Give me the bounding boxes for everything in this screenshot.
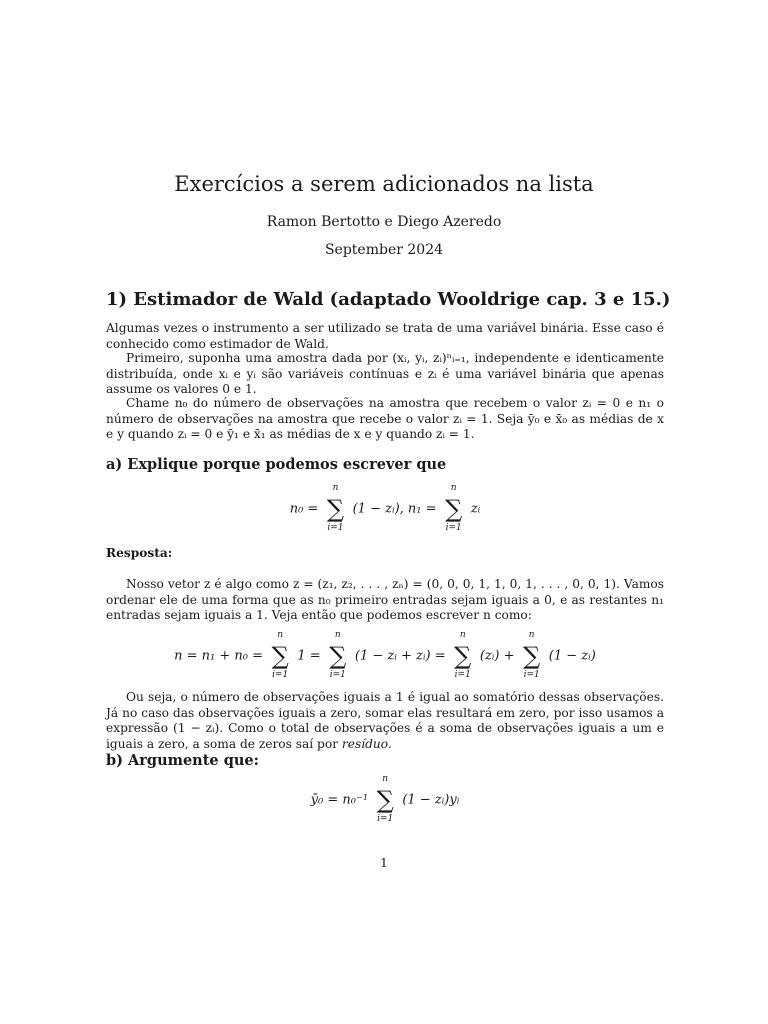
part-b-heading: b) Argumente que: [106,752,259,769]
answer-label: Resposta: [106,546,173,560]
answer-paragraph-1: Nosso vetor z é algo como z = (z₁, z₂, . . . , zₙ) = (0, 0, 0, 1, 1, 0, 1, . . . , 0, 0, 1). Vamos ordenar ele de uma forma que as n₀ primeiro entradas sejam iguais a 0, e as restantes n₁ entradas sejam iguais a 1. Veja então que podemos escrever n como: [106,577,664,622]
summation-sign: n ∑ i=1 [326,483,345,533]
eq-term-1: zᵢ [470,501,481,517]
eq2-term-3: (zᵢ) + [479,648,515,664]
document-title: Exercícios a serem adicionados na lista [174,172,594,196]
eq-term-0: (1 − zᵢ), n₁ = [352,501,437,517]
summation-sign: n ∑ i=1 [523,630,541,680]
document-author: Ramon Bertotto e Diego Azeredo [266,214,502,230]
answer-paragraph-2: Ou seja, o número de observações iguais a 1 é igual ao somatório dessas observações. Já no caso das observações iguais a zero, somar elas resultará em zero, por isso usamos a expressão (1 − zᵢ). Como o total de observações é a soma de observações iguais a um e iguais a zero, a soma de zeros saí por resíduo. [106,690,664,751]
eq2-term-1: 1 = [297,648,321,664]
summation-sign: n ∑ i=1 [376,774,394,824]
eq-lhs-n0: n₀ = [289,501,319,517]
summation-sign: n ∑ i=1 [271,630,289,680]
equation-n-sum [106,630,664,680]
equation-n0-n1 [106,483,664,533]
summation-sign: n ∑ i=1 [445,483,463,533]
page-number: 1 [380,855,388,870]
intro-paragraph-3: Chame n₀ do número de observações na amostra que recebem o valor zᵢ = 0 e n₁ o número de observações na amostra que recebe o valor zᵢ = 1. Seja ȳ₀ e x̄₀ as médias de x e y quando zᵢ = 0 e ȳ₁ e x̄₁ as médias de x e y quando zᵢ = 1. [106,396,664,441]
eq2-term-2: (1 − zᵢ + zᵢ) = [354,648,446,664]
summation-sign: n ∑ i=1 [329,630,347,680]
emphasis-residuo: resíduo. [341,736,392,751]
part-a-heading: a) Explique porque podemos escrever que [106,456,447,473]
summation-sign: n ∑ i=1 [454,630,472,680]
eq2-term-4: (1 − zᵢ) [548,648,596,664]
intro-paragraph-2: Primeiro, suponha uma amostra dada por (xᵢ, yᵢ, zᵢ)ⁿᵢ₌₁, independente e identicamente distribuída, onde xᵢ e yᵢ são variáveis contínuas e zᵢ é uma variável binária que apenas assume os valores 0 e 1. [106,351,664,396]
eq2-lhs: n = n₁ + n₀ = [174,648,264,664]
section-heading: 1) Estimador de Wald (adaptado Wooldrige cap. 3 e 15.) [106,289,671,310]
eq3-lhs: ȳ₀ = n₀⁻¹ [310,792,369,808]
intro-paragraph-1: Algumas vezes o instrumento a ser utilizado se trata de uma variável binária. Esse caso é conhecido como estimador de Wald. [106,321,664,351]
equation-y0-bar [106,774,664,824]
eq3-term: (1 − zᵢ)yᵢ [402,792,460,808]
document-date: September 2024 [324,242,444,258]
